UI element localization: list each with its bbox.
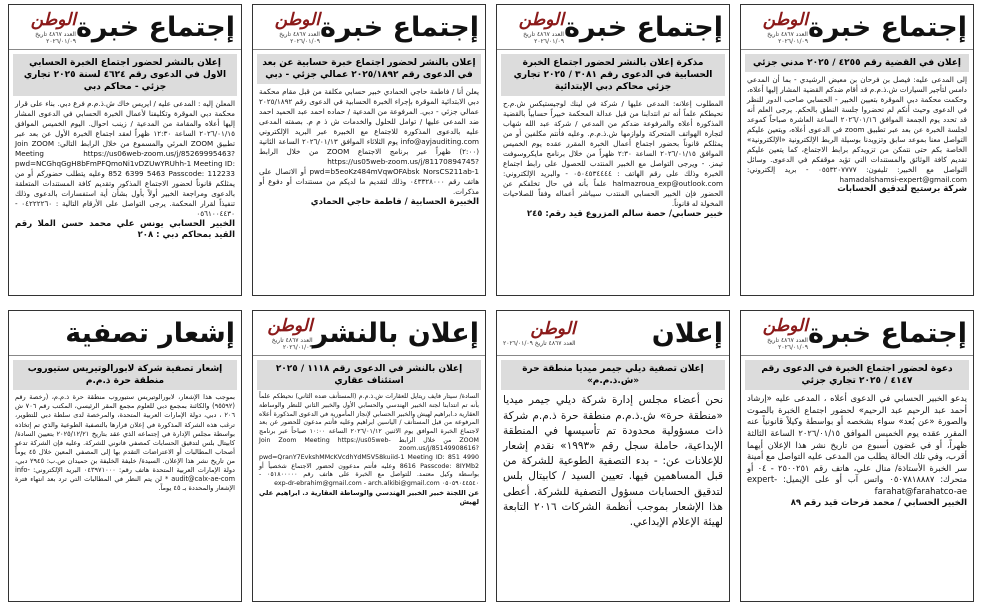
logo-text: الوطن [762,9,808,30]
card-header [253,311,485,356]
issue-date: العدد ٤٨٦٧ تاريخ ٢٠٢٦/٠١/٠٩ [523,30,564,45]
card-type-title: إجتماع خبرة [807,11,967,43]
ad-card-8 [8,310,242,602]
ad-text: المعلن إليه : المدعى عليه / ايريس خاك ش.ذ.م.م فرع دبي. بناء على قرار محكمة دبي الموقرة وتكليفنا لأعمال الخبرة الحسابي في الدعوى المشار إليها أعلاه والمقامة من المدعية / زينب احوال. اليوم الخميس الموافق ٢٠٢٦/٠١/١٥ الساعة ١٢:٣٠ ظهراً لعقد اجتماع الخبرة الأول عن بعد عبر تطبيق ZOOM المرئي والمسموع من خلال الرابط التالي: Join ZOOM Meeting https://us06web-zoom.us/j/85269995463?pwd=NCGhqGgH8bFmPFQmoNi1vDZUwYRUhh-1 Meeting ID: 852 6399 5463 Passcode: 112233 وعليه يتطلب حضوركم أو من يمثلكم قانوناً لحضور الاجتماع المذكور وتقديم كافة المستندات المتعلقة بالدعوى ومراجعة الخبير أولاً بأول بشأن أية استفسارات بالدعوى وذلك تنفيذاً لقرار المحكمة. يرجى التواصل على الأرقام التالية : ٠٤٢٢٢٢٦٠ - ٠٥٦١٠٠٤٤٣٠ [15,99,236,218]
newspaper-logo [15,10,76,45]
issue-date: العدد ٤٨٦٧ تاريخ ٢٠٢٦/٠١/٠٩ [767,30,808,45]
logo-text: الوطن [518,9,564,30]
card-header [497,311,729,356]
card-type-title: إعلان بالنشر [312,317,479,349]
ad-card-1 [740,4,974,296]
card-type-title: إجتماع خبرة [75,11,235,43]
ad-heading: إشعار تصفية شركة لابورالوتيريس ستيوروب منطقة حرة ذ.م.م [13,360,237,390]
logo-text: الوطن [530,319,576,339]
card-header [497,5,729,50]
ad-card-7 [252,310,486,602]
card-type-title: إجتماع خبرة [319,11,479,43]
newspaper-logo [503,319,576,347]
newspaper-logo [747,10,808,45]
issue-date: العدد ٤٨٦٧ تاريخ ٢٠٢٦/٠١/٠٩ [503,340,576,347]
ad-body [497,393,729,530]
ad-signature: الخبيرة الحسابية / فاطمة حاجي الحمادي [310,196,479,207]
ad-text: إلى المدعى عليه: فيصل بن فرحان بن معيض الرشيدي - بما أن المدعي دامس لتأجير السيارات ش.ذ.م.م قد أقام ضدكم القضية المشار إليها أعلاه، وحكمت محكمة دبي الموقرة بتعيين الخبير - الحسابي صاحب الدور للنظر في الدعوى وحيث أنكم لم تحضروا جلسة النطق بالحكم. يرجى العلم أنه قد تحدد يوم الجمعة الموافق ٢٠٢٦/٠١/١٦ الساعة العاشرة صباحاً كموعد لجلسة الخبرة عن بعد عبر تطبيق zoom في الدعوى أعلاه، ويتعين عليكم التواصل معنا بموعد سابق وتزويدنا بوسيلة الربط الإلكترونية «الإلكترونية» الخاصة بكم حتى نتمكن من تزويدكم برابط الاجتماع، كما يتعين عليكم تقديم كافة الوثائق والمستندات التي تؤيد موقفكم في الدعوى. وسائل التواصل مع الخبير: تليفون: ٠٥٥٣٢٠٧٧٧٧ - بريد إلكتروني: hamadalshamsi-expert@gmail.com [747,75,968,184]
ad-signature: الخبير الحسابي يونس علي محمد حسن الملا رقم القيد بمحاكم دبي : ٢٠٨ [15,218,235,241]
ad-text: السادة/ سيتار فايف ريتايل للعقارات ش.ذ.م.م (المستأنف ضده الثاني) نحيطكم علماً بأنه تم انتدابنا لجنة الخبير الهندسي والحسابي الأول والخبير الثاني للنظر والوساطة العقارية د.ابراهيم لهيش والخبير الحسابي لإنجاز المأمورية في الدعوى المذكورة أعلاه المرفوعة من قبل المستأنف / الياسين ابراهيم وعليه فأنتم مدعون للحضور عن بعد لاجتماع الخبرة الموافق يوم الاثنين ٢٠٢٦/٠١/١٢ الساعة ١٠:٠٠ صباحاً عبر برنامج ZOOM من خلال الرابط Join Zoom Meeting https://us05web-zoom.us/j/85149908616?pwd=QranY7EvkshMMcKVcdhYdM5V58kuiid-1 Meeting ID: 851 4990 8616 Passcode: 8IYMb2 وعليه فأنتم مدعوون لحضور الاجتماع شخصياً أو بواسطة وكيل معتمد. للتواصل مع الخبرة على هاتف رقم ٠٥١٨٠٠٠٠٠ - ٠٥٠٥٩٠٤٤٥٤٠ exp-dr-ebrahim@gmail.com - arch.alkibi@gmail.com [259,393,480,488]
ad-text: بموجب هذا الإشعار، لابورالوتيريس ستيوروب منطقة حرة ذ.م.م، (رخصة رقم (٩٥٥٩٢) والكائنة بمجمع دبي للعلوم مجمع المقر الرئيسي، المكتب رقم ٧٠٦ ش ٢٠٦ ، دبي، دولة الإمارات العربية المتحدة، والمرخصة لدى سلطة دبي للتطوير، ترغب هذه الشركة المذكورة في إعلان قرارها بالتصفية الطوعية والذي تم إتخاذه بواسطة مجلس الإدارة في إجتماعه الذي عقد بتاريخ ٢٠٢٥/١٢/٢١ بتعيين السادة/ كابيتال بلس لتدقيق الحسابات كمصفي قانوني للشركة. وعليه فإن الشركة تدعو أصحاب المطالبات أو الاعتراضات التقدم بها إلى المصفي المعين خلال ٤٥ يوماً من تاريخ نشر هذا الإعلان. السيدة/ خليفة الخليفة بن حميدان ص.ب: ٢٩٤٥ دبي، دولة الإمارات العربية المتحدة هاتف رقم: ٠٤٣٩٧١٠٠٠ البريد الإلكتروني: info-audit@calx-ae-com * لن يتم النظر في المطالبات التي ترد بعد انتهاء فترة الإشعار والمحددة بـ ٤٥ يوماً. [15,393,235,493]
ad-body [9,393,241,493]
ad-body [253,393,485,507]
ad-card-6 [496,310,730,602]
ad-body [497,99,729,220]
ad-text: المطلوب إعلانه: المدعى عليها / شركة في لينك لوجيستيكس ش.م.ح نحيطكم علماً أنه تم انتدابنا من قبل عدالة المحكمة خبيراً حسابياً بالقضية المذكورة أعلاه والمرفوعة ضدكم من المدعي / شركة عبد الله شهاب لتجارة الهواتف المتحركة ولوازمها ش.ذ.م.م. وعليه فأنتم مكلفين أو من يمثلكم قانوناً بحضور اجتماع أعمال الخبرة المقرر عقده يوم الخميس الموافق ٢٠٢٦/٠١/١٥ الساعة ٢:٣٠ ظهراً من خلال برنامج مايكروسوفت تيمز. - ويرجى التواصل مع الخبير المنتدب للحصول على رابط اجتماع الخبرة وذلك على رقم الهاتف : ٠٥٠٤٥٣٤٤٤٤ - والبريد الإلكتروني: halmazroua_exp@outlook.com علماً بأنه في حال تخلفكم عن الحضور فإن الخبير الحسابي المنتدب سيباشر أعماله وفقاً للصلاحيات المخولة له قانوناً. [503,99,723,208]
ad-heading: إعلان بالنشر لحضور اجتماع الخبرة الحسابي الاول في الدعوى رقم ٤٦٢٤ لسنة ٢٠٢٥ تجاري جزئي - محاكم دبي [13,54,237,96]
issue-date: العدد ٤٨٦٧ تاريخ ٢٠٢٦/٠١/٠٩ [35,30,76,45]
ad-signature: شركة برستيج لتدقيق الحسابات [837,184,967,195]
card-type-title: إجتماع خبرة [563,11,723,43]
card-header [741,311,973,356]
ad-signature: الخبير الحسابي / محمد فرحات قيد رقم ٨٩ [790,497,967,508]
ad-card-2 [496,4,730,296]
newspaper-logo [259,316,313,351]
logo-text: الوطن [762,315,808,336]
ad-text: يعلن أنا / فاطمة حاجي الحمادي خبير حسابي مكلفة من قبل مقام محكمة دبي الابتدائية الموقرة بإجراء الخبرة الحسابية في الدعوى رقم ٢٠٢٥/١٨٩٢ عمالي جزئي - دبي. المرفوعة من المدعية / حماده احمد عبد الحميد احمد ضد المدعى عليها / توامل للحلول والخدمات ش ذ م م. بصفته المدعى عليه بالدعوى المذكورة للاجتماع مع الخبيرة عبر البريد الإلكتروني info@ayjauditing.com يوم الثلاثاء الموافق ٢٠٢٦/٠١/١٣ الساعة الثانية (٢:٠٠) ظهراً عبر برنامج الاجتماع ZOOM من خلال الرابط https://us05web-zoom.us/j/81170894745?pwd=b5eoKz484mVqwOFAbsk NorsCS211ab-1 أو الاتصال على هاتف رقم ٠٤٣٣٢٨٠٠٠ وذلك لتقديم ما لديكم من مستندات أو دفوع أو مذكرات. [259,87,479,196]
newspaper-logo [747,316,808,351]
ad-heading: إعلان بالنشر لحضور اجتماع خبرة حسابية عن بعد في الدعوى رقم ٢٠٢٥/١٨٩٢ عمالي جزئي - دبي [257,54,481,84]
ad-body [741,75,973,196]
ad-card-4 [8,4,242,296]
ad-heading: إعلان في القضية رقم ٤٢٥٥ / ٢٠٢٥ مدني جزئي [745,54,969,72]
ad-heading: دعوة لحضور اجتماع الخبرة في الدعوى رقم ٤١٤٧ / ٢٠٢٥ تجاري جزئي [745,360,969,390]
issue-date: العدد ٤٨٦٧ تاريخ ٢٠٢٦/٠١/٠٩ [271,336,313,351]
logo-text: الوطن [267,315,313,336]
ad-card-5 [740,310,974,602]
card-header [9,311,241,356]
card-header [253,5,485,50]
card-type-title: إجتماع خبرة [807,317,967,349]
card-type-title: إشعار تصفية [65,317,235,349]
card-type-title: إعلان [651,317,723,349]
issue-date: العدد ٤٨٦٧ تاريخ ٢٠٢٦/٠١/٠٩ [767,336,808,351]
ad-body [253,87,485,208]
ad-text: نحن أعضاء مجلس إدارة شركة ديلي جيمر ميديا «منطقة حرة» ش.ذ.م.م منطقة حرة ذ.م.م شركة ذات مسؤولية محدودة تم تأسيسها في المنطقة الإبداعية، حاملة سجل رقم «١٩٩٣» نقدم إشعار للإعلانات عن: - بدء التصفية الطوعية للشركة من قبل المساهمين فيها. تعيين السيد / كابيتال بلس لتدقيق الحسابات مسؤول التصفية للشركة. أعطى هذا الإشعار بموجب أنظمة الشركات ٢٠١٦ التابعة لهيئة الإعلام الإبداعي. [503,394,723,529]
logo-text: الوطن [30,9,76,30]
card-header [741,5,973,50]
ad-heading: إعلان بالنشر في الدعوى رقم ١١١٨ / ٢٠٢٥ استئناف عقاري [257,360,481,390]
ad-text: يدعو الخبير الحسابي في الدعوى أعلاه ، المدعى عليه «إرشاد أحمد عبد الرحيم عبد الرحيم» لحضور اجتماع الخبرة بالصوت والصورة «عن بُعد» سواء بشخصه أو بواسطة وكيلاً قانونياً عنه المقرر عقده يوم الخميس الموافق ٢٠٢٦/٠١/١٥ الساعة الثالثة ظهراً، أو في غضون أسبوع من تاريخ نشر هذا الإعلان أيهما أقرب، وفي تلك الحالة يطلب من المدعى عليه التواصل مع أمينة سر الخبرة الأستاذة/ منال علي، هاتف رقم ٢٥٠٠٢٥١ - ٠٤ أو متحرك: ٠٥٠٧٨١٨٨٨٧ واتس آب أو على الإيميل: expert-farahat@farahatco-ae [747,393,967,497]
newspaper-logo [259,10,320,45]
ad-card-3 [252,4,486,296]
newspaper-logo [503,10,564,45]
card-header [9,5,241,50]
ad-signature: خبير حسابي/ حصة سالم المزروع قيد رقم: ٢٤٥ [526,208,723,219]
ad-heading: إعلان تصفية ديلي جيمر ميديا منطقة حرة «ش.ذ.م.م» [501,360,725,390]
logo-text: الوطن [274,9,320,30]
ad-body [9,99,241,242]
issue-date: العدد ٤٨٦٧ تاريخ ٢٠٢٦/٠١/٠٩ [279,30,320,45]
ad-signature: عن اللجنة خبير الخبير الهندسي والوساطة العقارية د. ابراهيم علي لهيش [259,488,479,507]
ad-body [741,393,973,509]
ad-heading: مذكرة إعلان بالنشر لحضور اجتماع الخبرة الحسابية في الدعوى رقم ٣٠٨١ / ٢٠٢٥ تجاري جزئي محاكم دبي الإبتدائية [501,54,725,96]
